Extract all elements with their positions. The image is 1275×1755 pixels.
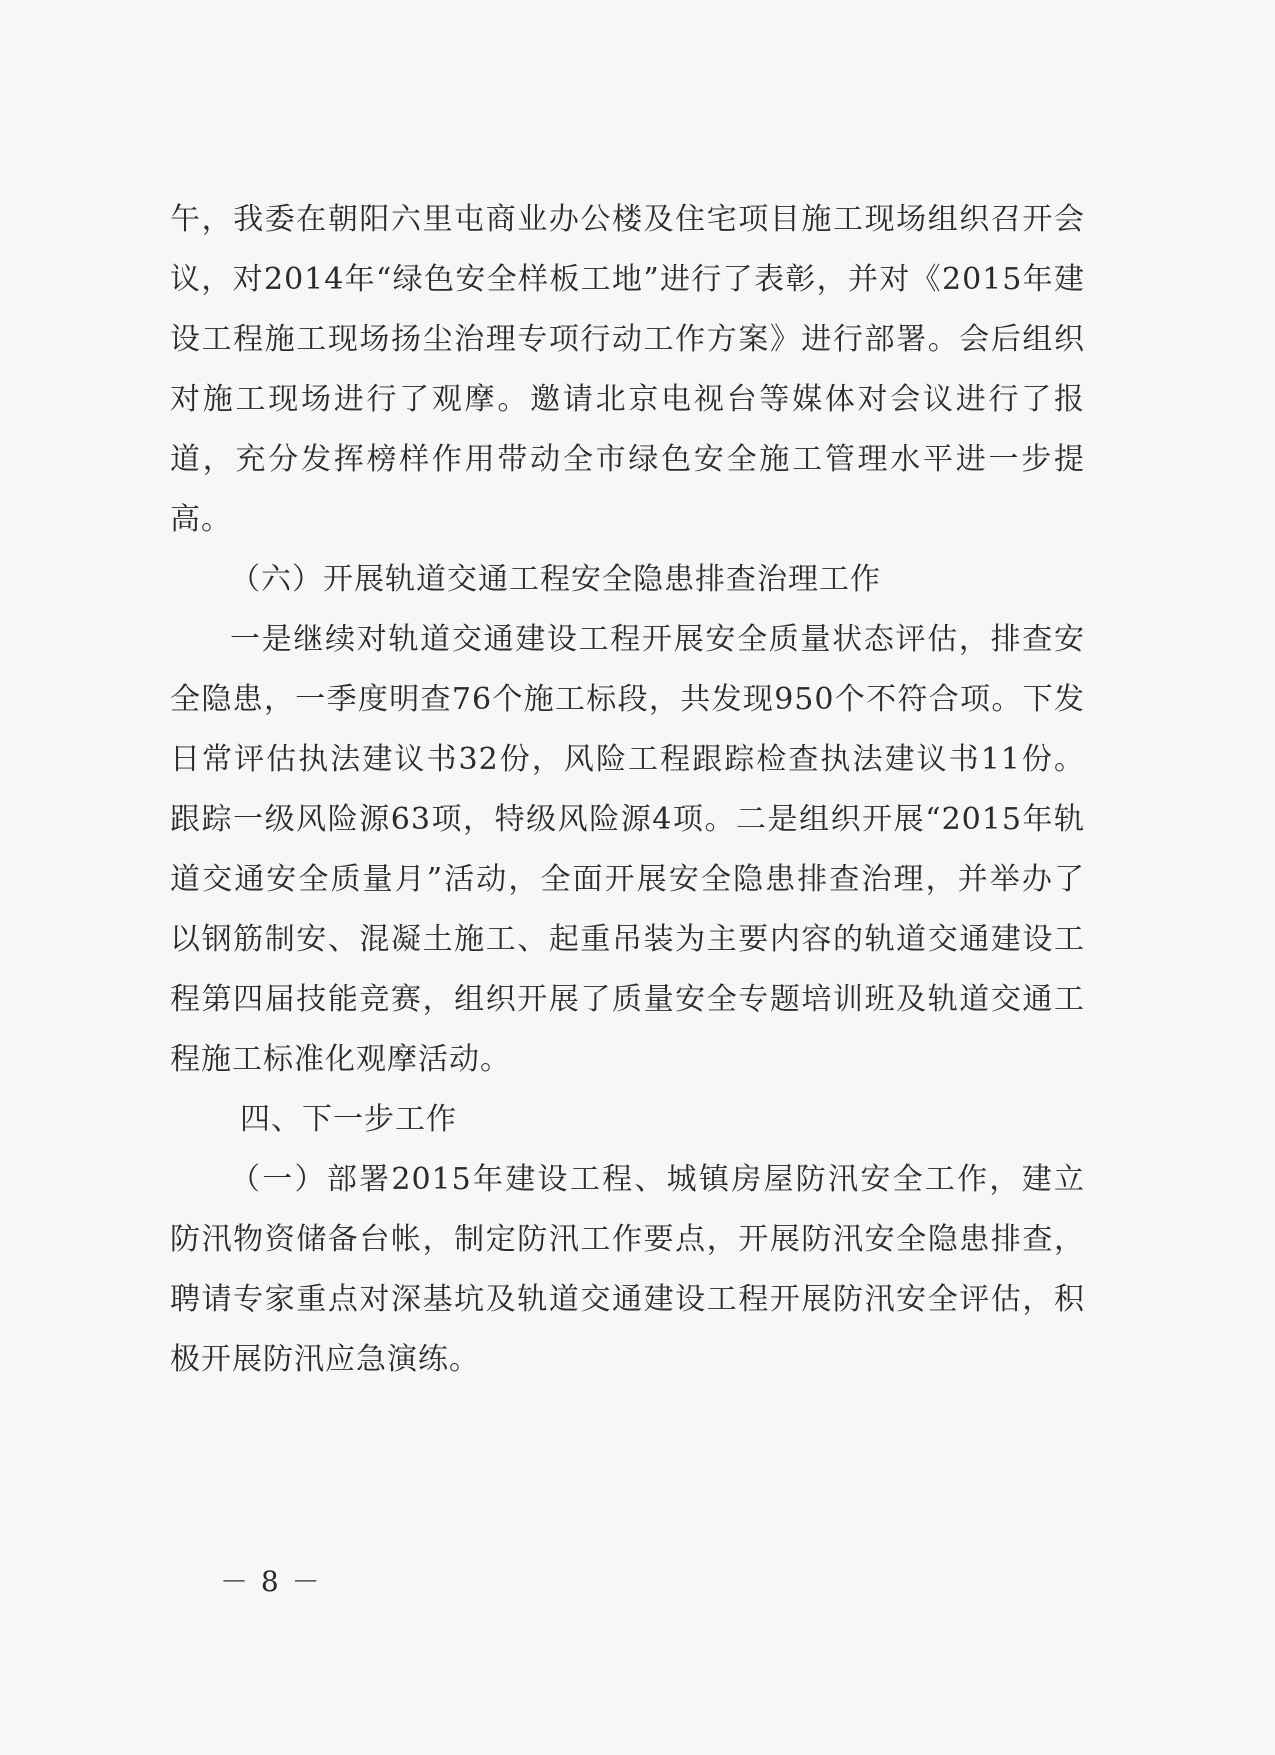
section-heading-next-steps: 四、下一步工作 — [240, 1102, 457, 1137]
document-body — [170, 190, 1085, 1390]
paragraph-rail-transit: 一是继续对轨道交通建设工程开展安全质量状态评估，排查安全隐患，一季度明查76个施工标段，共发现950个不符合项。下发日常评估执法建议书32份，风险工程跟踪检查执法建议书11份。跟踪一级风险源63项，特级风险源4项。二是组织开展“2015年轨道交通安全质量月”活动，全面开展安全隐患排查治理，并举办了以钢筋制安、混凝土施工、起重吊装为主要内容的轨道交通建设工程第四届技能竞赛，组织开展了质量安全专题培训班及轨道交通工程施工标准化观摩活动。 — [170, 622, 1085, 1077]
paragraph-continuation: 午，我委在朝阳六里屯商业办公楼及住宅项目施工现场组织召开会议，对2014年“绿色安全样板工地”进行了表彰，并对《2015年建设工程施工现场扬尘治理专项行动工作方案》进行部署。会后组织对施工现场进行了观摩。邀请北京电视台等媒体对会议进行了报道，充分发挥榜样作用带动全市绿色安全施工管理水平进一步提高。 — [170, 202, 1085, 537]
page-number: － 8 － — [220, 1565, 322, 1598]
section-heading-six: （六）开展轨道交通工程安全隐患排查治理工作 — [230, 562, 881, 597]
paragraph-flood-prevention: （一）部署2015年建设工程、城镇房屋防汛安全工作，建立防汛物资储备台帐，制定防汛工作要点，开展防汛安全隐患排查，聘请专家重点对深基坑及轨道交通建设工程开展防汛安全评估，积极开展防汛应急演练。 — [170, 1162, 1085, 1377]
